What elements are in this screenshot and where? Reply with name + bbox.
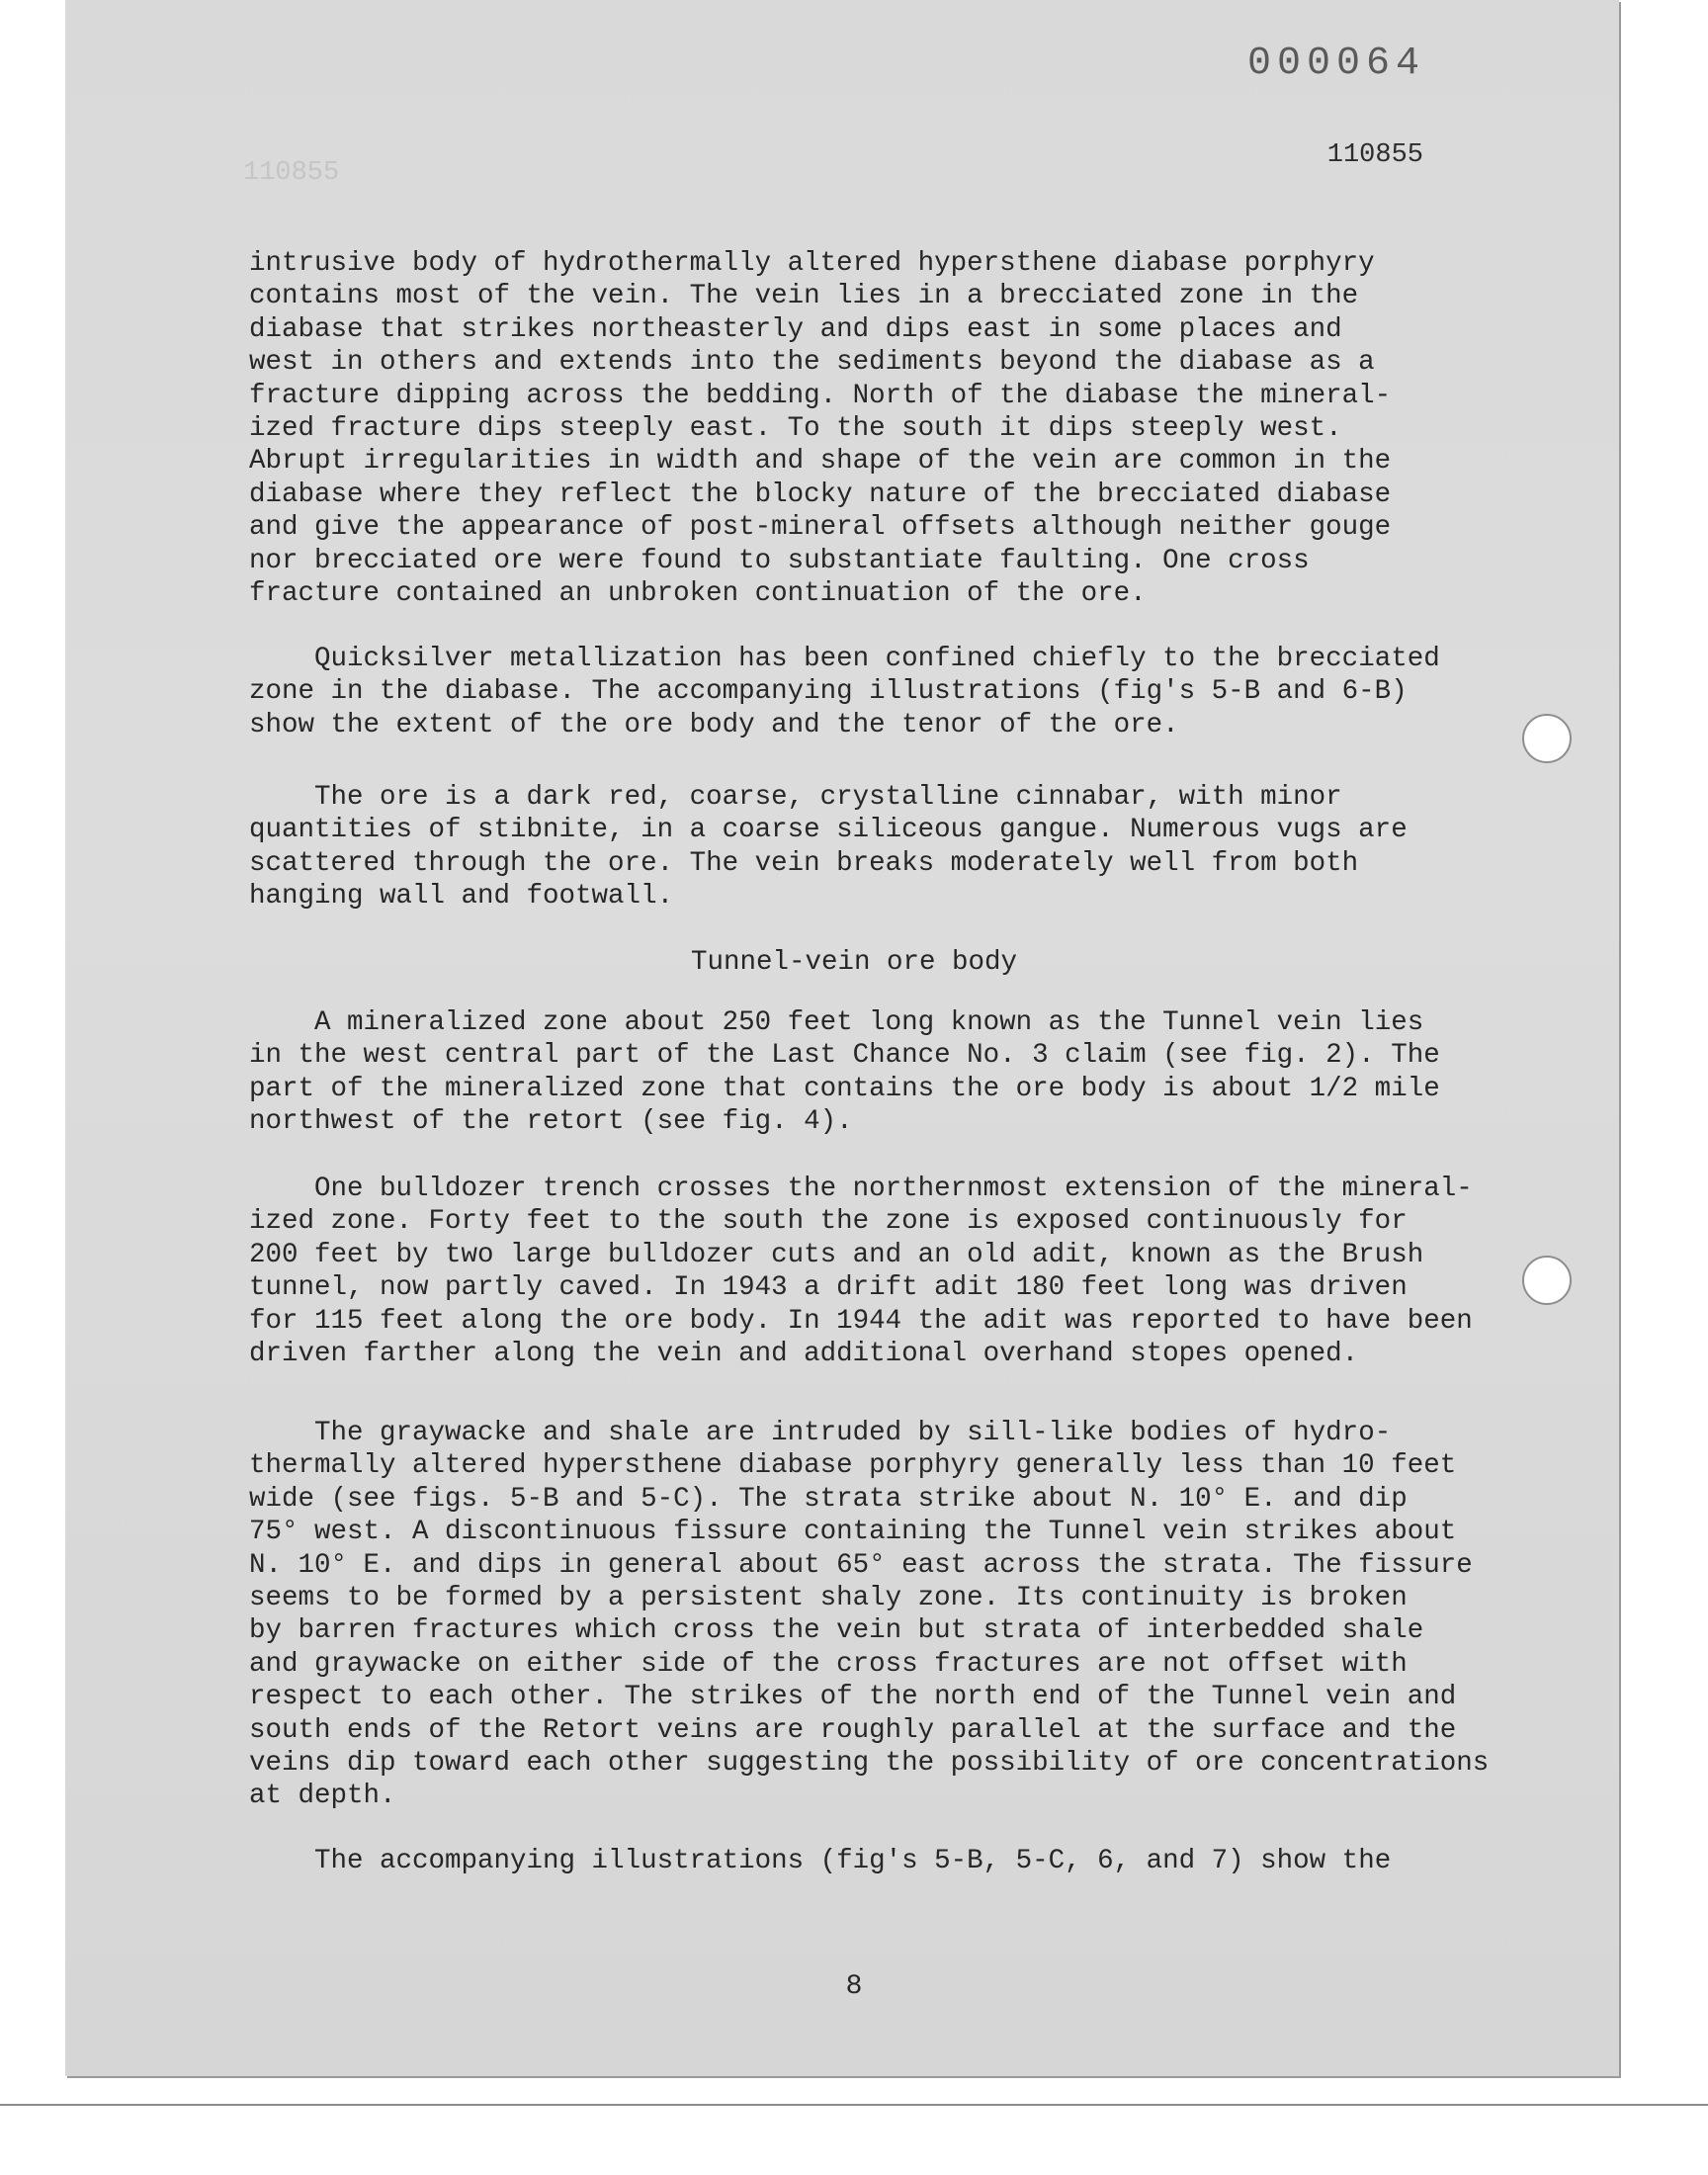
punch-hole-lower: [1522, 1256, 1572, 1305]
paragraph-illustrations: The accompanying illustrations (fig's 5-B, 5-C, 6, and 7) show the: [249, 1846, 1392, 1876]
scan-bottom-rule: [0, 2104, 1708, 2106]
paragraph-mineralized-zone: A mineralized zone about 250 feet long known as the Tunnel vein lies in the west central part of the Last Chance No. 3 claim (see fig. 2). The part of the mineralized zone that contains the ore body is about 1/2 mile northwest of the retort (see fig. 4).: [249, 1007, 1440, 1138]
document-number: 110855: [1326, 140, 1423, 170]
paragraph-graywacke-shale: The graywacke and shale are intruded by sill-like bodies of hydro- thermally altered hypersthene diabase porphyry generally less than 10 feet wide (see figs. 5-B and 5-C). The strata strike about N. 10° E. and dip 75° west. A discontinuous fissure containing the Tunnel vein strikes about N. 10° E. and dips in general about 65° east across the strata. The fissure seems to be formed by a persistent shaly zone. Its continuity is broken by barren fractures which cross the vein but strata of interbedded shale and graywacke on either side of the cross fractures are not offset with respect to each other. The strikes of the north end of the Tunnel vein and south ends of the Retort veins are roughly parallel at the surface and the veins dip toward each other suggesting the possibility of ore concentrations at depth.: [249, 1418, 1490, 1812]
bleed-through-number: 110855: [243, 158, 340, 188]
paragraph-quicksilver-metallization: Quicksilver metallization has been confined chiefly to the brecciated zone in the diabase. The accompanying illustrations (fig's 5-B and 6-B) show the extent of the ore body and the tenor of the ore.: [249, 644, 1440, 740]
punch-hole-upper: [1522, 714, 1572, 763]
paragraph-intrusive-body: intrusive body of hydrothermally altered hypersthene diabase porphyry contains most of the vein. The vein lies in a brecciated zone in the diabase that strikes northeasterly and dips east in some places and west in others and extends into the sediments beyond the diabase as a fracture dipping across the bedding. North of the diabase the mineral- ized fracture dips steeply east. To the south it dips steeply west. Abrupt irregularities in width and shape of the vein are common in the diabase where they reflect the blocky nature of the brecciated diabase and give the appearance of post-mineral offsets although neither gouge nor brecciated ore were found to substantiate faulting. One cross fracture contained an unbroken continuation of the ore.: [249, 248, 1392, 610]
page-number: 8: [845, 1971, 863, 2002]
page-stamp-number: 000064: [1246, 42, 1425, 86]
paragraph-ore-description: The ore is a dark red, coarse, crystalline cinnabar, with minor quantities of stibnite, in a coarse siliceous gangue. Numerous vugs are scattered through the ore. The vein breaks moderately well from both hanging wall and footwall.: [249, 782, 1408, 913]
paragraph-bulldozer-trench: One bulldozer trench crosses the northernmost extension of the mineral- ized zone. Forty feet to the south the zone is exposed continuously for 200 feet by two large bulldozer cuts and an old adit, known as the Brush tunnel, now partly caved. In 1943 a drift adit 180 feet long was driven for 115 feet along the ore body. In 1944 the adit was reported to have been driven farther along the vein and additional overhand stopes opened.: [249, 1174, 1473, 1370]
section-heading: Tunnel-vein ore body: [690, 947, 1018, 978]
